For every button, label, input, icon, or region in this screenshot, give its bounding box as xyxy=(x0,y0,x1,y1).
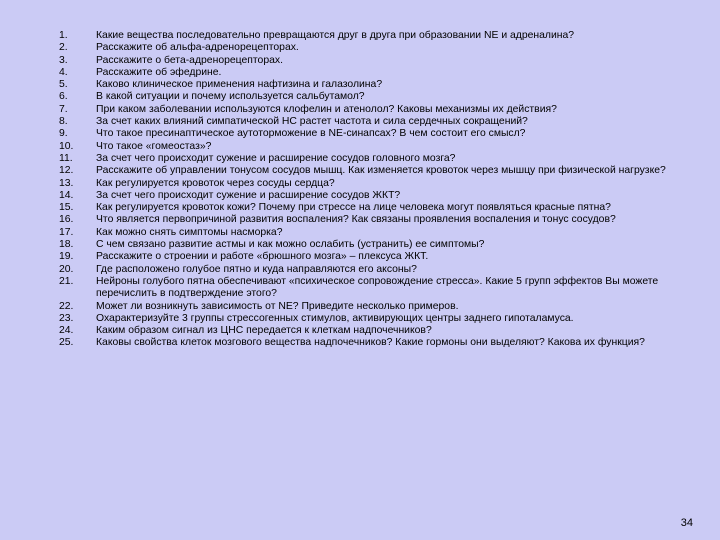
question-text: Каковы свойства клеток мозгового вещества надпочечников? Какие гормоны они выделяют? Какова их функция? xyxy=(96,337,645,349)
question-number: 25. xyxy=(59,337,74,349)
question-number: 5. xyxy=(59,79,68,91)
question-text: Охарактеризуйте 3 группы стрессогенных стимулов, активирующих центры заднего гипоталамуса. xyxy=(96,312,574,324)
question-text: За счет чего происходит сужение и расширение сосудов головного мозга? xyxy=(96,152,456,164)
question-text: Что является первопричиной развития воспаления? Как связаны проявления воспаления и тонус сосудов? xyxy=(96,214,616,226)
question-text: С чем связано развитие астмы и как можно ослабить (устранить) ее симптомы? xyxy=(96,239,485,251)
question-text: Расскажите об эфедрине. xyxy=(96,66,222,78)
question-item xyxy=(59,264,709,276)
question-number: 19. xyxy=(59,251,74,263)
question-item xyxy=(59,55,709,67)
question-number: 21. xyxy=(59,275,74,287)
question-number: 11. xyxy=(59,152,73,164)
question-text: Где расположено голубое пятно и куда направляются его аксоны? xyxy=(96,263,417,275)
question-item xyxy=(59,276,709,301)
question-number: 8. xyxy=(59,116,68,128)
question-item xyxy=(59,128,709,140)
question-item xyxy=(59,42,709,54)
question-text: Что такое пресинаптическое аутоторможение в NE-синапсах? В чем состоит его смысл? xyxy=(96,128,526,140)
question-text: Как регулируется кровоток кожи? Почему при стрессе на лице человека могут появляться красные пятна? xyxy=(96,202,611,214)
question-text: За счет чего происходит сужение и расширение сосудов ЖКТ? xyxy=(96,189,401,201)
question-number: 9. xyxy=(59,128,68,140)
question-text: Расскажите о строении и работе «брюшного мозга» – плексуса ЖКТ. xyxy=(96,251,429,263)
question-text: Может ли возникнуть зависимость от NE? Приведите несколько примеров. xyxy=(96,300,459,312)
question-number: 4. xyxy=(59,66,68,78)
question-item xyxy=(59,178,709,190)
question-list xyxy=(59,30,709,350)
question-number: 12. xyxy=(59,165,74,177)
question-item xyxy=(59,91,709,103)
question-number: 15. xyxy=(59,202,74,214)
question-text: Нейроны голубого пятна обеспечивают «психическое сопровождение стресса». Какие 5 групп эффектов Вы можете перечислить в подтверждение этого? xyxy=(96,275,659,300)
question-number: 20. xyxy=(59,263,74,275)
question-item xyxy=(59,153,709,165)
question-number: 18. xyxy=(59,239,74,251)
question-text: Каким образом сигнал из ЦНС передается к клеткам надпочечников? xyxy=(96,325,432,337)
question-number: 17. xyxy=(59,226,74,238)
question-item xyxy=(59,67,709,79)
question-text: Каково клиническое применения нафтизина и галазолина? xyxy=(96,79,383,91)
question-number: 24. xyxy=(59,325,74,337)
question-number: 2. xyxy=(59,42,68,54)
question-item xyxy=(59,79,709,91)
question-item xyxy=(59,239,709,251)
question-text: Расскажите об альфа-адренорецепторах. xyxy=(96,42,299,54)
question-number: 22. xyxy=(59,300,74,312)
question-text: Расскажите о бета-адренорецепторах. xyxy=(96,54,283,66)
question-number: 3. xyxy=(59,54,68,66)
question-item xyxy=(59,313,709,325)
question-text: Что такое «гомеостаз»? xyxy=(96,140,212,152)
question-item xyxy=(59,190,709,202)
question-text: В какой ситуации и почему используется сальбутамол? xyxy=(96,91,365,103)
question-number: 1. xyxy=(59,30,68,41)
question-item xyxy=(59,227,709,239)
question-number: 6. xyxy=(59,91,68,103)
question-number: 7. xyxy=(59,103,68,115)
question-item xyxy=(59,301,709,313)
question-item xyxy=(59,141,709,153)
question-text: При каком заболевании используются клофелин и атенолол? Каковы механизмы их действия? xyxy=(96,103,557,115)
question-text: Какие вещества последовательно превращаются друг в друга при образовании NE и адреналина? xyxy=(96,30,575,41)
question-number: 16. xyxy=(59,214,74,226)
question-text: Как регулируется кровоток через сосуды сердца? xyxy=(96,177,335,189)
question-text: Как можно снять симптомы насморка? xyxy=(96,226,283,238)
question-item xyxy=(59,214,709,226)
question-item xyxy=(59,104,709,116)
question-item xyxy=(59,116,709,128)
question-number: 14. xyxy=(59,189,74,201)
question-item xyxy=(59,251,709,263)
question-item xyxy=(59,165,709,177)
question-item xyxy=(59,325,709,337)
page-number: 34 xyxy=(680,517,693,529)
question-number: 23. xyxy=(59,312,74,324)
question-text: Расскажите об управлении тонусом сосудов мышц. Как изменяется кровоток через мышцу при физической нагрузке? xyxy=(96,165,666,177)
question-item xyxy=(59,337,709,349)
question-number: 13. xyxy=(59,177,74,189)
question-text: За счет каких влияний симпатической НС растет частота и сила сердечных сокращений? xyxy=(96,116,528,128)
question-item xyxy=(59,30,709,42)
question-number: 10. xyxy=(59,140,74,152)
question-item xyxy=(59,202,709,214)
